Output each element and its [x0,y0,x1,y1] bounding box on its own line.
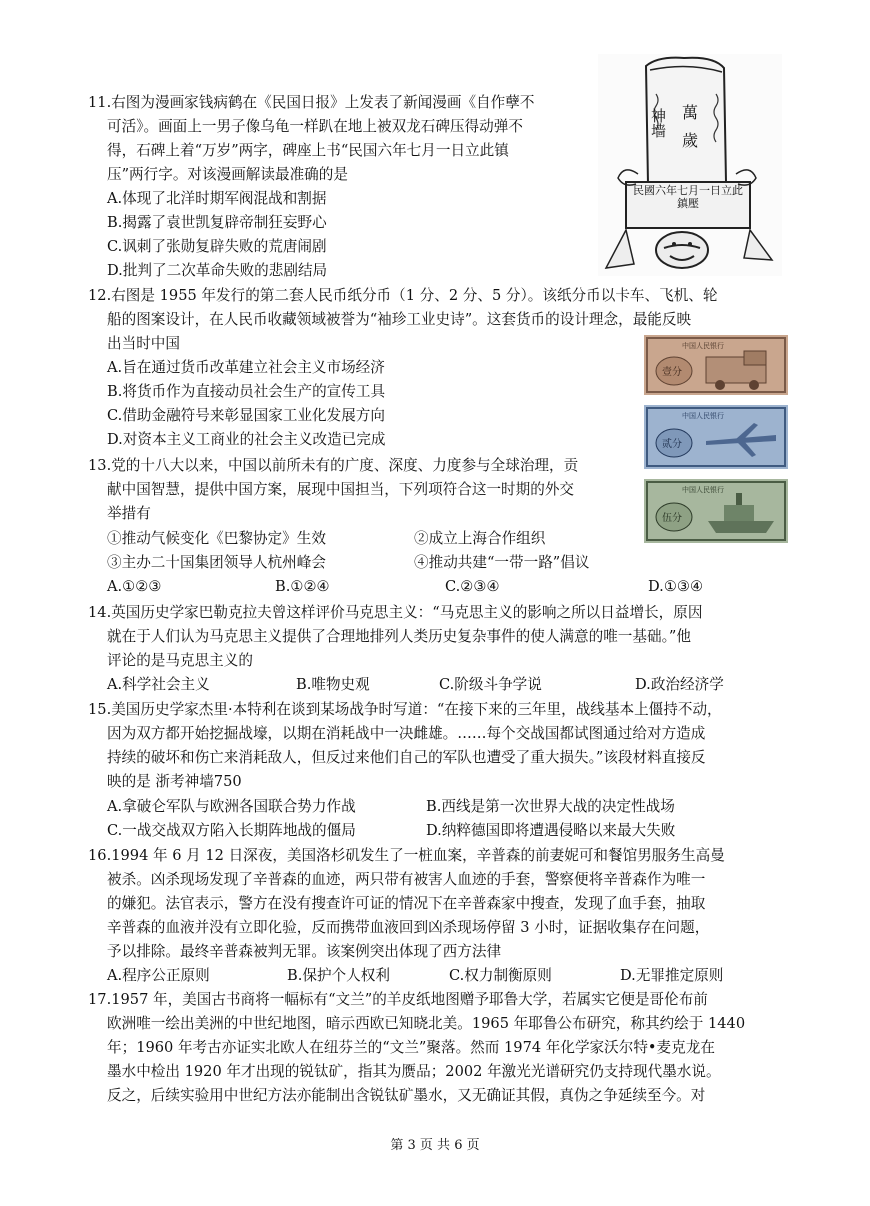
q16-line-2: 被杀。凶杀现场发现了辛普森的血迹，两只带有被害人血迹的手套，警察便将辛普森作为唯一 [107,871,706,888]
q14-option-c: C.阶级斗争学说 [439,676,542,693]
q16-option-a: A.程序公正原则 [107,967,210,984]
banknote-1-value: 壹分 [662,367,682,378]
cartoon-illustration [598,54,782,276]
q15-line-2: 因为双方都开始挖掘战壕，以期在消耗战中一决雌雄。……每个交战国都试图通过给对方造成 [107,725,706,742]
cartoon-wan: 萬 [682,103,699,122]
q12-option-a: A.旨在通过货币改革建立社会主义市场经济 [107,359,385,376]
banknote-2fen [644,405,788,469]
q12-line-1: 12.右图是 1955 年发行的第二套人民币纸分币（1 分、2 分、5 分）。该纸分币以卡车、飞机、轮 [88,287,718,304]
q13-option-d: D.①③④ [648,578,704,595]
q13-item-4: ④推动共建“一带一路”倡议 [414,554,590,571]
q11-option-a: A.体现了北洋时期军阀混战和割据 [107,190,327,207]
q13-option-a: A.①②③ [107,578,162,595]
q11-option-d: D.批判了二次革命失败的悲剧结局 [107,262,328,279]
banknote-1fen [644,335,788,395]
q12-line-3: 出当时中国 [107,335,180,352]
q11-option-b: B.揭露了袁世凯复辟帝制狂妄野心 [107,214,327,231]
q14-option-b: B.唯物史观 [296,676,370,693]
banknote-1-bank: 中国人民银行 [682,342,724,350]
q15-option-b: B.西线是第一次世界大战的决定性战场 [426,798,675,815]
q11-line-4: 压”两行字。对该漫画解读最准确的是 [107,166,348,183]
q13-item-3: ③主办二十国集团领导人杭州峰会 [107,554,326,571]
q16-line-4: 辛普森的血液并没有立即化验，反而携带血液回到凶杀现场停留 3 小时，证据收集存在问题， [107,919,710,936]
q13-item-2: ②成立上海合作组织 [414,530,546,547]
cartoon-figure [598,54,782,276]
q15-line-3: 持续的破坏和伤亡来消耗敌人，但反过来他们自己的军队也遭受了重大损失。”该段材料直接反 [107,749,706,766]
banknote-3-value: 伍分 [662,513,682,524]
q16-option-c: C.权力制衡原则 [449,967,552,984]
page-footer: 第 3 页 共 6 页 [390,1138,480,1153]
q14-option-d: D.政治经济学 [635,676,724,693]
q12-line-2: 船的图案设计，在人民币收藏领域被誉为“袖珍工业史诗”。这套货币的设计理念，最能反映 [107,311,692,328]
banknote-5fen [644,479,788,543]
q15-option-a: A.拿破仑军队与欧洲各国联合势力作战 [107,798,356,815]
cartoon-side-label: 神墙 [649,108,667,138]
q11-line-3: 得，石碑上着“万岁”两字，碑座上书“民国六年七月一日立此镇 [107,142,509,159]
q14-line-1: 14.英国历史学家巴勒克拉夫曾这样评价马克思主义：“马克思主义的影响之所以日益增长，原因 [88,604,703,621]
q14-option-a: A.科学社会主义 [107,676,210,693]
q12-option-b: B.将货币作为直接动员社会生产的宣传工具 [107,383,386,400]
q16-line-5: 予以排除。最终辛普森被判无罪。该案例突出体现了西方法律 [107,943,502,960]
q12-option-c: C.借助金融符号来彰显国家工业化发展方向 [107,407,385,424]
q17-line-3: 年；1960 年考古亦证实北欧人在纽芬兰的“文兰”聚落。然而 1974 年化学家沃尔特•麦克龙在 [107,1039,715,1056]
q17-line-5: 反之，后续实验用中世纪方法亦能制出含锐钛矿墨水，又无确证其假，真伪之争延续至今。对 [107,1087,706,1104]
q13-option-b: B.①②④ [275,578,330,595]
q13-line-1: 13.党的十八大以来，中国以前所未有的广度、深度、力度参与全球治理，贡 [88,457,579,474]
q17-line-4: 墨水中检出 1920 年才出现的锐钛矿，指其为赝品；2002 年激光光谱研究仍支持现代墨水说。 [107,1063,721,1080]
q17-line-2: 欧洲唯一绘出美洲的中世纪地图，暗示西欧已知晓北美。1965 年耶鲁公布研究，称其约绘于 1440 [107,1015,746,1032]
q13-line-2: 献中国智慧，提供中国方案，展现中国担当，下列项符合这一时期的外交 [107,481,575,498]
banknote-2-value: 贰分 [662,439,682,450]
q13-option-c: C.②③④ [445,578,500,595]
cartoon-base-text: 民國六年七月一日立此鎮壓 [633,184,743,210]
cartoon-sui: 歲 [682,131,699,150]
q13-line-3: 举措有 [107,505,151,522]
q17-line-1: 17.1957 年，美国古书商将一幅标有“文兰”的羊皮纸地图赠予耶鲁大学，若属实它便是哥伦布前 [88,991,708,1008]
q16-option-d: D.无罪推定原则 [620,967,724,984]
q15-option-c: C.一战交战双方陷入长期阵地战的僵局 [107,822,356,839]
q13-item-1: ①推动气候变化《巴黎协定》生效 [107,530,326,547]
q12-option-d: D.对资本主义工商业的社会主义改造已完成 [107,431,386,448]
q15-line-4: 映的是 浙考神墙750 [107,773,242,790]
q16-option-b: B.保护个人权利 [287,967,390,984]
banknote-3-bank: 中国人民银行 [682,486,724,494]
q15-option-d: D.纳粹德国即将遭遇侵略以来最大失败 [426,822,676,839]
q11-line-1: 11.右图为漫画家钱病鹤在《民国日报》上发表了新闻漫画《自作孽不 [88,94,535,111]
q14-line-2: 就在于人们认为马克思主义提供了合理地排列人类历史复杂事件的使人满意的唯一基础。”他 [107,628,691,645]
q15-line-1: 15.美国历史学家杰里·本特利在谈到某场战争时写道：“在接下来的三年里，战线基本上僵持不动， [88,701,722,718]
q16-line-3: 的嫌犯。法官表示，警方在没有搜查许可证的情况下在辛普森家中搜查，发现了血手套，抽取 [107,895,706,912]
q11-option-c: C.讽刺了张勋复辟失败的荒唐闹剧 [107,238,327,255]
banknote-2-bank: 中国人民银行 [682,412,724,420]
q11-line-2: 可活》。画面上一男子像乌龟一样趴在地上被双龙石碑压得动弹不 [107,118,523,135]
q16-line-1: 16.1994 年 6 月 12 日深夜，美国洛杉矶发生了一桩血案，辛普森的前妻妮可和餐馆男服务生高曼 [88,847,725,864]
q14-line-3: 评论的是马克思主义的 [107,652,253,669]
